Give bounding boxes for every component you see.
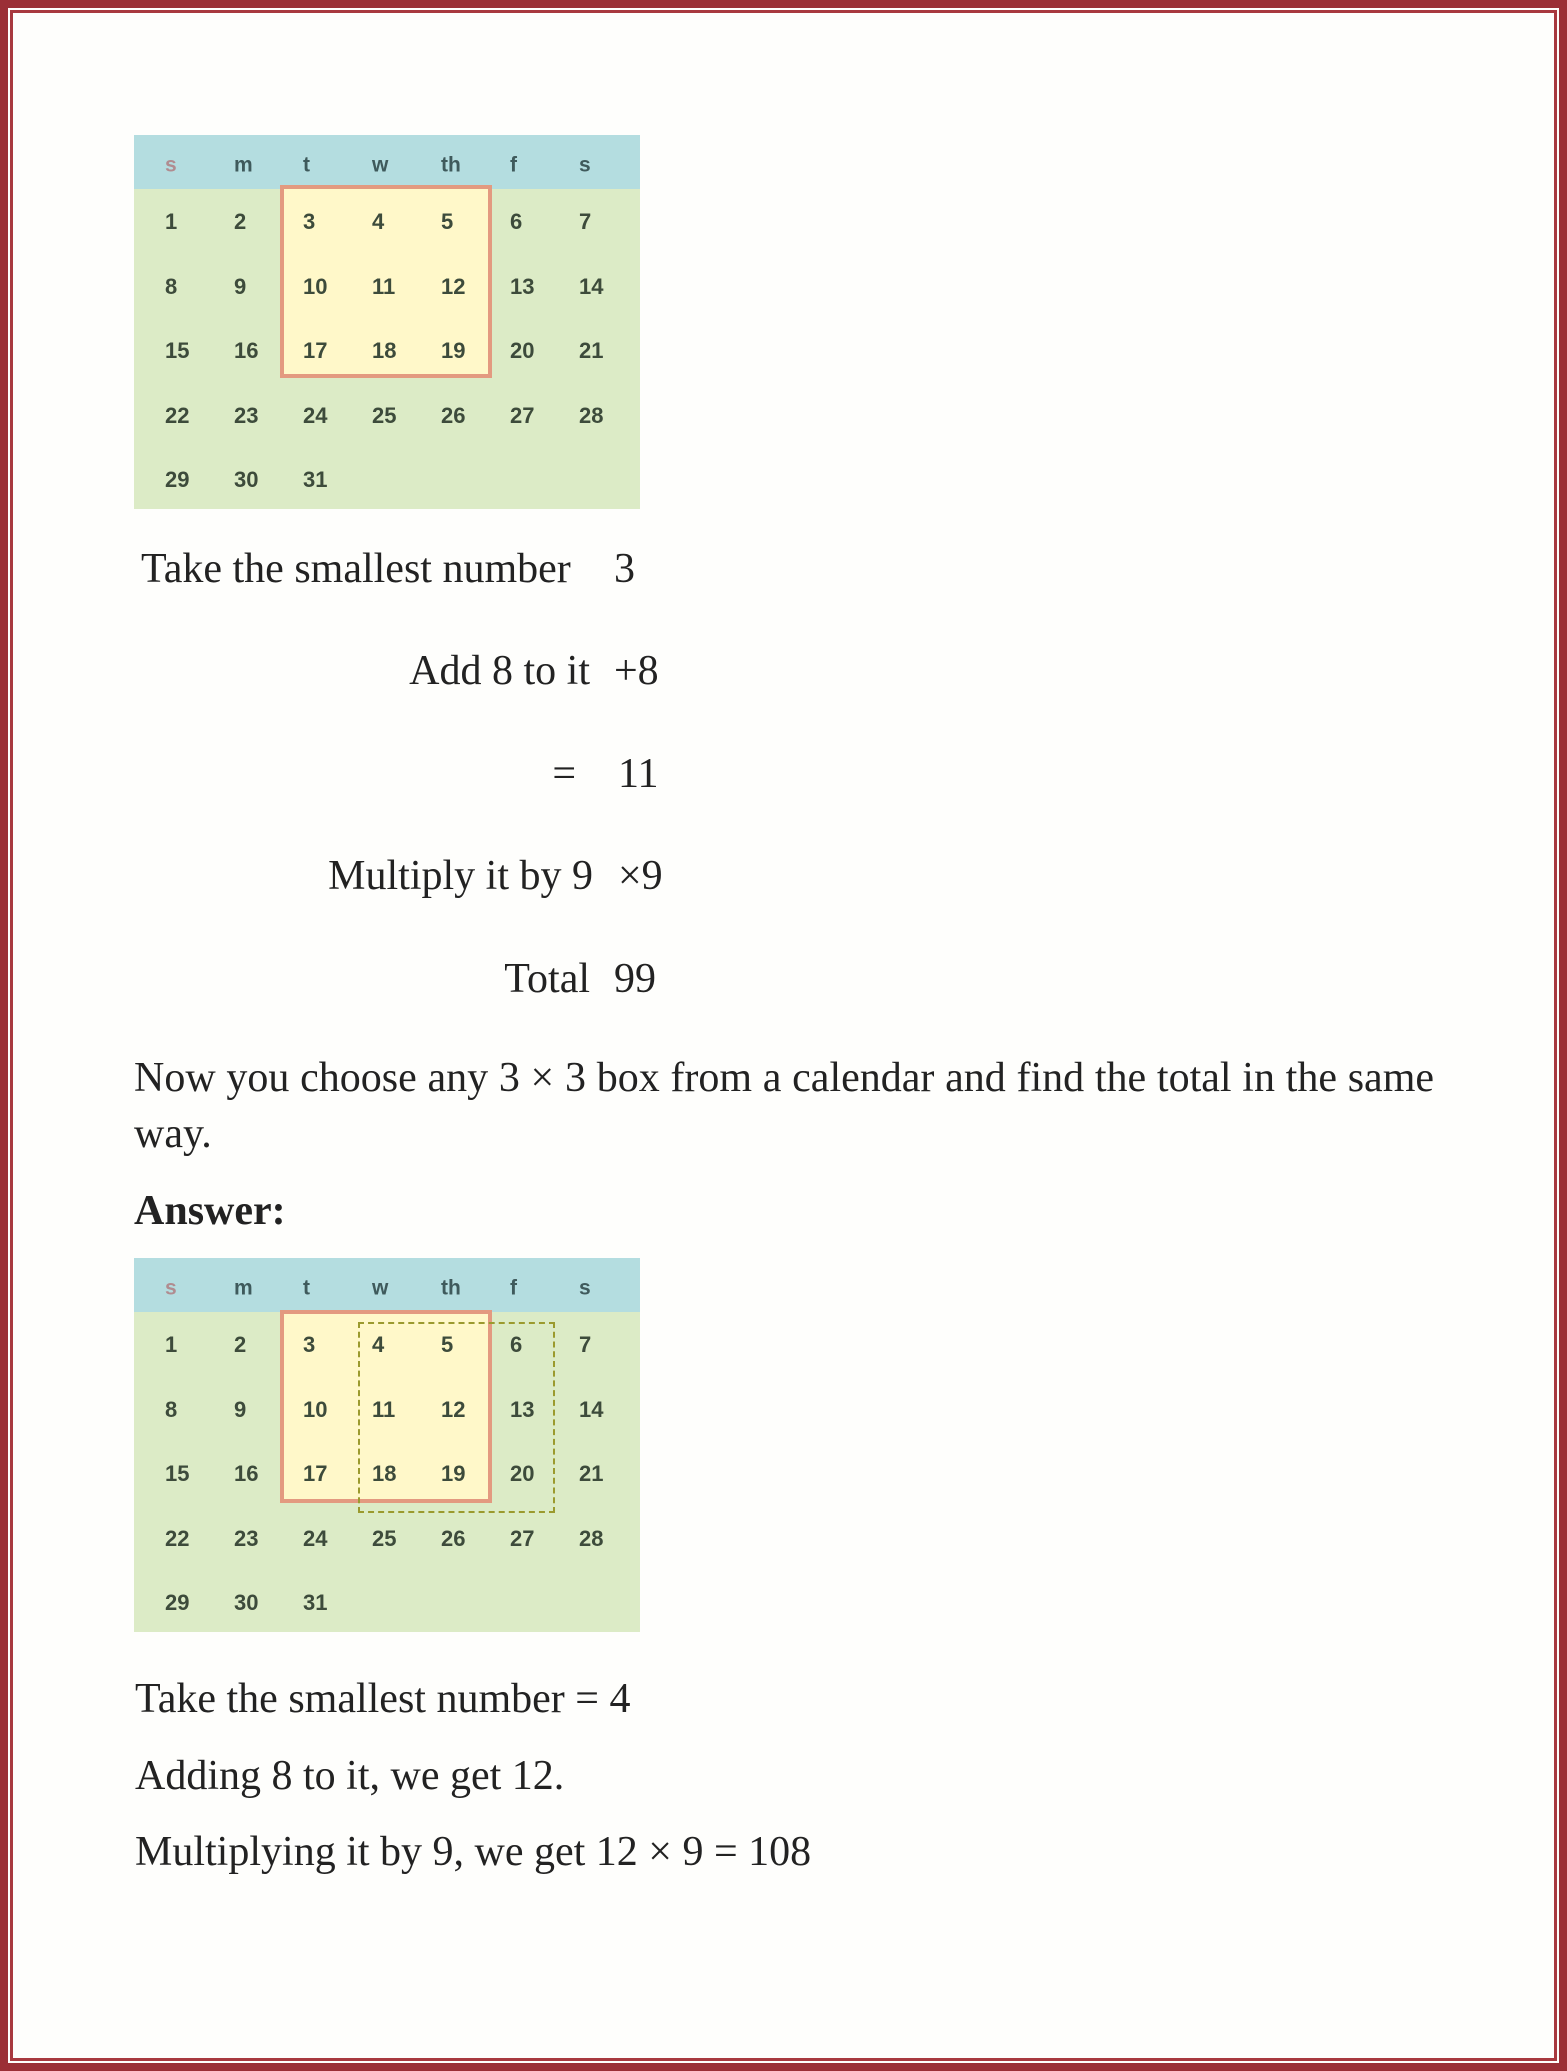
step-value: 11 (618, 751, 659, 797)
step-label: Multiply it by 9 (328, 853, 593, 899)
calendar-day: 24 (303, 402, 328, 428)
calendar-day: 11 (372, 273, 396, 299)
calendar-day: 18 (372, 338, 397, 363)
weekday-header: t (303, 153, 310, 177)
calendar-day: 18 (372, 1461, 397, 1486)
calendar-day: 3 (303, 209, 316, 234)
calendar-day: 25 (372, 1525, 397, 1551)
weekday-header: m (234, 1276, 253, 1300)
calendar-day: 29 (165, 1590, 190, 1615)
calendar-day: 7 (579, 1332, 592, 1357)
calendar-day: 14 (579, 1396, 604, 1422)
calendar-day: 28 (579, 402, 604, 428)
calendar-day: 31 (303, 1590, 328, 1615)
calendar-day: 12 (441, 1396, 466, 1422)
calendar-day: 27 (510, 402, 535, 428)
calendar-day: 21 (579, 338, 604, 363)
calendar-day: 6 (510, 1332, 523, 1357)
step-value: 3 (614, 546, 635, 592)
calendar-day: 13 (510, 1396, 535, 1422)
calendar-day: 20 (510, 1461, 535, 1486)
answer-line: Take the smallest number = 4 (135, 1676, 631, 1722)
calendar-day: 27 (510, 1525, 535, 1551)
step-label: = (552, 751, 576, 797)
calendar-day: 10 (303, 1396, 328, 1422)
step-value: +8 (614, 648, 659, 694)
step-label: Total (504, 956, 590, 1002)
calendar-day: 31 (303, 467, 328, 492)
calendar-day: 15 (165, 1461, 190, 1486)
weekday-header: th (441, 1276, 461, 1300)
calendar-day: 22 (165, 1525, 190, 1551)
calendar-day: 29 (165, 467, 190, 492)
calendar-day: 19 (441, 338, 466, 363)
weekday-header: w (372, 153, 389, 177)
calendar-day: 7 (579, 209, 592, 234)
question-text: Now you choose any 3 × 3 box from a calendar and find the total in the same way. (134, 1055, 1434, 1157)
calendar-day: 15 (165, 338, 190, 363)
calendar-day: 1 (165, 209, 178, 234)
calendar-day: 16 (234, 338, 259, 363)
step-value: 99 (614, 956, 656, 1002)
step-label: Take the smallest number (141, 546, 571, 592)
calendar-day: 10 (303, 273, 328, 299)
calendar-day: 25 (372, 402, 397, 428)
calendar-day: 17 (303, 338, 328, 363)
calendar-day: 30 (234, 467, 259, 492)
calendar-answer (134, 1258, 640, 1632)
calendar-day: 2 (234, 1332, 247, 1357)
calendar-day: 4 (372, 1332, 385, 1357)
calendar-day: 21 (579, 1461, 604, 1486)
weekday-header: s (165, 1276, 177, 1300)
step-value: ×9 (618, 853, 663, 899)
answer-line: Multiplying it by 9, we get 12 × 9 = 108 (135, 1829, 812, 1875)
calendar-day: 26 (441, 402, 466, 428)
weekday-header: th (441, 153, 461, 177)
calendar-day: 4 (372, 209, 385, 234)
calendar-day: 20 (510, 338, 535, 363)
weekday-header: s (165, 153, 177, 177)
weekday-header: t (303, 1276, 310, 1300)
calendar-day: 23 (234, 402, 259, 428)
weekday-header: s (579, 1276, 591, 1300)
weekday-header: f (510, 153, 517, 177)
calendar-day: 13 (510, 273, 535, 299)
weekday-header: s (579, 153, 591, 177)
calendar-day: 12 (441, 273, 466, 299)
weekday-header: w (372, 1276, 389, 1300)
answer-heading: Answer: (134, 1188, 286, 1234)
calendar-day: 3 (303, 1332, 316, 1357)
calendar-day: 23 (234, 1525, 259, 1551)
calendar-day: 8 (165, 1396, 178, 1422)
calendar-day: 9 (234, 273, 247, 299)
calendar-day: 11 (372, 1396, 396, 1422)
calendar-day: 16 (234, 1461, 259, 1486)
calendar-day: 30 (234, 1590, 259, 1615)
calendar-day: 9 (234, 1396, 247, 1422)
calendar-day: 5 (441, 209, 454, 234)
calendar-day: 1 (165, 1332, 178, 1357)
calendar-day: 26 (441, 1525, 466, 1551)
answer-line: Adding 8 to it, we get 12. (135, 1753, 565, 1799)
weekday-header: m (234, 153, 253, 177)
calendar-day: 6 (510, 209, 523, 234)
calendar-day: 19 (441, 1461, 466, 1486)
calendar-day: 2 (234, 209, 247, 234)
calendar-day: 8 (165, 273, 178, 299)
step-label: Add 8 to it (409, 648, 590, 694)
calendar-day: 17 (303, 1461, 328, 1486)
calendar-day: 22 (165, 402, 190, 428)
calendar-day: 24 (303, 1525, 328, 1551)
calendar-example (134, 135, 640, 509)
calendar-day: 5 (441, 1332, 454, 1357)
calendar-day: 28 (579, 1525, 604, 1551)
calendar-day: 14 (579, 273, 604, 299)
weekday-header: f (510, 1276, 517, 1300)
